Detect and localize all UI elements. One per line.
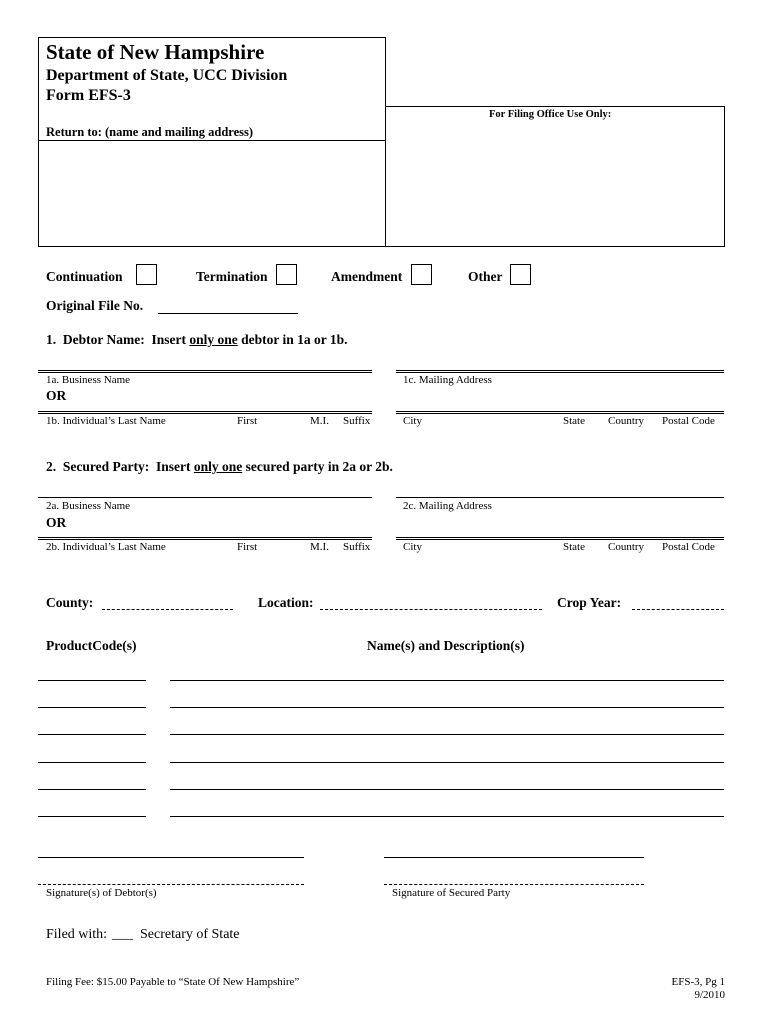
description-line[interactable]: [170, 789, 724, 790]
debtor-individual-label: 1b. Individual’s Last Name: [46, 415, 166, 427]
filed-with-value: Secretary of State: [140, 927, 240, 942]
secured-city-label: City: [403, 541, 422, 553]
description-line[interactable]: [170, 734, 724, 735]
page-number: EFS-3, Pg 1: [671, 976, 725, 988]
county-field[interactable]: [102, 609, 233, 610]
secured-heading: [46, 459, 393, 475]
office-use-label: For Filing Office Use Only:: [489, 109, 612, 120]
other-label: Other: [468, 269, 503, 284]
debtor-country-label: Country: [608, 415, 645, 427]
secured-individual-label: 2b. Individual’s Last Name: [46, 541, 166, 553]
debtor-heading-pre: 1. Debtor Name: Insert: [46, 332, 190, 347]
continuation-label: Continuation: [46, 269, 123, 284]
debtor-signature-line-2[interactable]: [38, 884, 304, 885]
return-to-label: Return to: (name and mailing address): [46, 125, 254, 139]
secured-suffix-label: Suffix: [343, 541, 371, 553]
crop-year-label: Crop Year:: [557, 595, 622, 610]
debtor-state-label: State: [563, 415, 585, 427]
secured-business-label: 2a. Business Name: [46, 500, 131, 512]
secured-country-label: Country: [608, 541, 645, 553]
return-to-divider: [38, 140, 386, 141]
product-code-line[interactable]: [38, 680, 146, 681]
debtor-business-line[interactable]: [38, 370, 372, 373]
description-line[interactable]: [170, 816, 724, 817]
description-line[interactable]: [170, 762, 724, 763]
debtor-signature-label: Signature(s) of Debtor(s): [46, 887, 157, 899]
return-address-area[interactable]: [40, 142, 384, 245]
secured-business-line[interactable]: [38, 497, 372, 498]
filed-with-blank[interactable]: ___: [112, 927, 133, 942]
debtor-mi-label: M.I.: [310, 415, 329, 427]
debtor-heading: [46, 332, 348, 348]
location-label: Location:: [258, 595, 314, 610]
description-line[interactable]: [170, 680, 724, 681]
form-title: State of New Hampshire: [46, 40, 265, 64]
revision-date: 9/2010: [694, 989, 725, 1001]
filed-with-label: Filed with:: [46, 927, 108, 942]
secured-city-line[interactable]: [396, 537, 724, 540]
crop-year-field[interactable]: [632, 609, 724, 610]
amendment-checkbox[interactable]: [411, 264, 432, 285]
secured-or: OR: [46, 515, 67, 530]
debtor-business-label: 1a. Business Name: [46, 374, 131, 386]
debtor-signature-line[interactable]: [38, 857, 304, 858]
secured-heading-pre: 2. Secured Party: Insert: [46, 459, 194, 474]
debtor-heading-emphasis: only one: [189, 332, 238, 347]
form-number: Form EFS-3: [46, 87, 131, 104]
secured-signature-label: Signature of Secured Party: [392, 887, 511, 899]
office-use-area[interactable]: [388, 124, 723, 245]
other-checkbox[interactable]: [510, 264, 531, 285]
debtor-city-line[interactable]: [396, 411, 724, 414]
continuation-checkbox[interactable]: [136, 264, 157, 285]
county-label: County:: [46, 595, 94, 610]
location-field[interactable]: [320, 609, 542, 610]
description-line[interactable]: [170, 707, 724, 708]
debtor-or: OR: [46, 388, 67, 403]
termination-label: Termination: [196, 269, 268, 284]
debtor-city-label: City: [403, 415, 422, 427]
secured-first-label: First: [237, 541, 258, 553]
termination-checkbox[interactable]: [276, 264, 297, 285]
original-file-label: Original File No.: [46, 298, 144, 313]
amendment-label: Amendment: [331, 269, 403, 284]
description-header: Name(s) and Description(s): [367, 638, 525, 653]
secured-heading-post: secured party in 2a or 2b.: [242, 459, 393, 474]
secured-mi-label: M.I.: [310, 541, 329, 553]
secured-signature-line[interactable]: [384, 857, 644, 858]
debtor-first-label: First: [237, 415, 258, 427]
debtor-postal-label: Postal Code: [662, 415, 715, 427]
product-code-header: ProductCode(s): [46, 638, 137, 653]
product-code-line[interactable]: [38, 789, 146, 790]
secured-individual-line[interactable]: [38, 537, 372, 540]
product-code-line[interactable]: [38, 734, 146, 735]
debtor-suffix-label: Suffix: [343, 415, 371, 427]
filing-fee: Filing Fee: $15.00 Payable to “State Of New Hampshire”: [46, 976, 300, 988]
debtor-mailing-line[interactable]: [396, 370, 724, 373]
secured-heading-emphasis: only one: [193, 459, 243, 474]
debtor-individual-line[interactable]: [38, 411, 372, 414]
secured-mailing-label: 2c. Mailing Address: [403, 500, 492, 512]
product-code-line[interactable]: [38, 762, 146, 763]
debtor-heading-post: debtor in 1a or 1b.: [237, 332, 348, 347]
secured-signature-line-2[interactable]: [384, 884, 644, 885]
secured-state-label: State: [563, 541, 585, 553]
original-file-field[interactable]: [158, 298, 298, 314]
department-name: Department of State, UCC Division: [46, 67, 288, 84]
secured-postal-label: Postal Code: [662, 541, 715, 553]
debtor-mailing-label: 1c. Mailing Address: [403, 374, 492, 386]
product-code-line[interactable]: [38, 707, 146, 708]
product-code-line[interactable]: [38, 816, 146, 817]
secured-mailing-line[interactable]: [396, 497, 724, 498]
